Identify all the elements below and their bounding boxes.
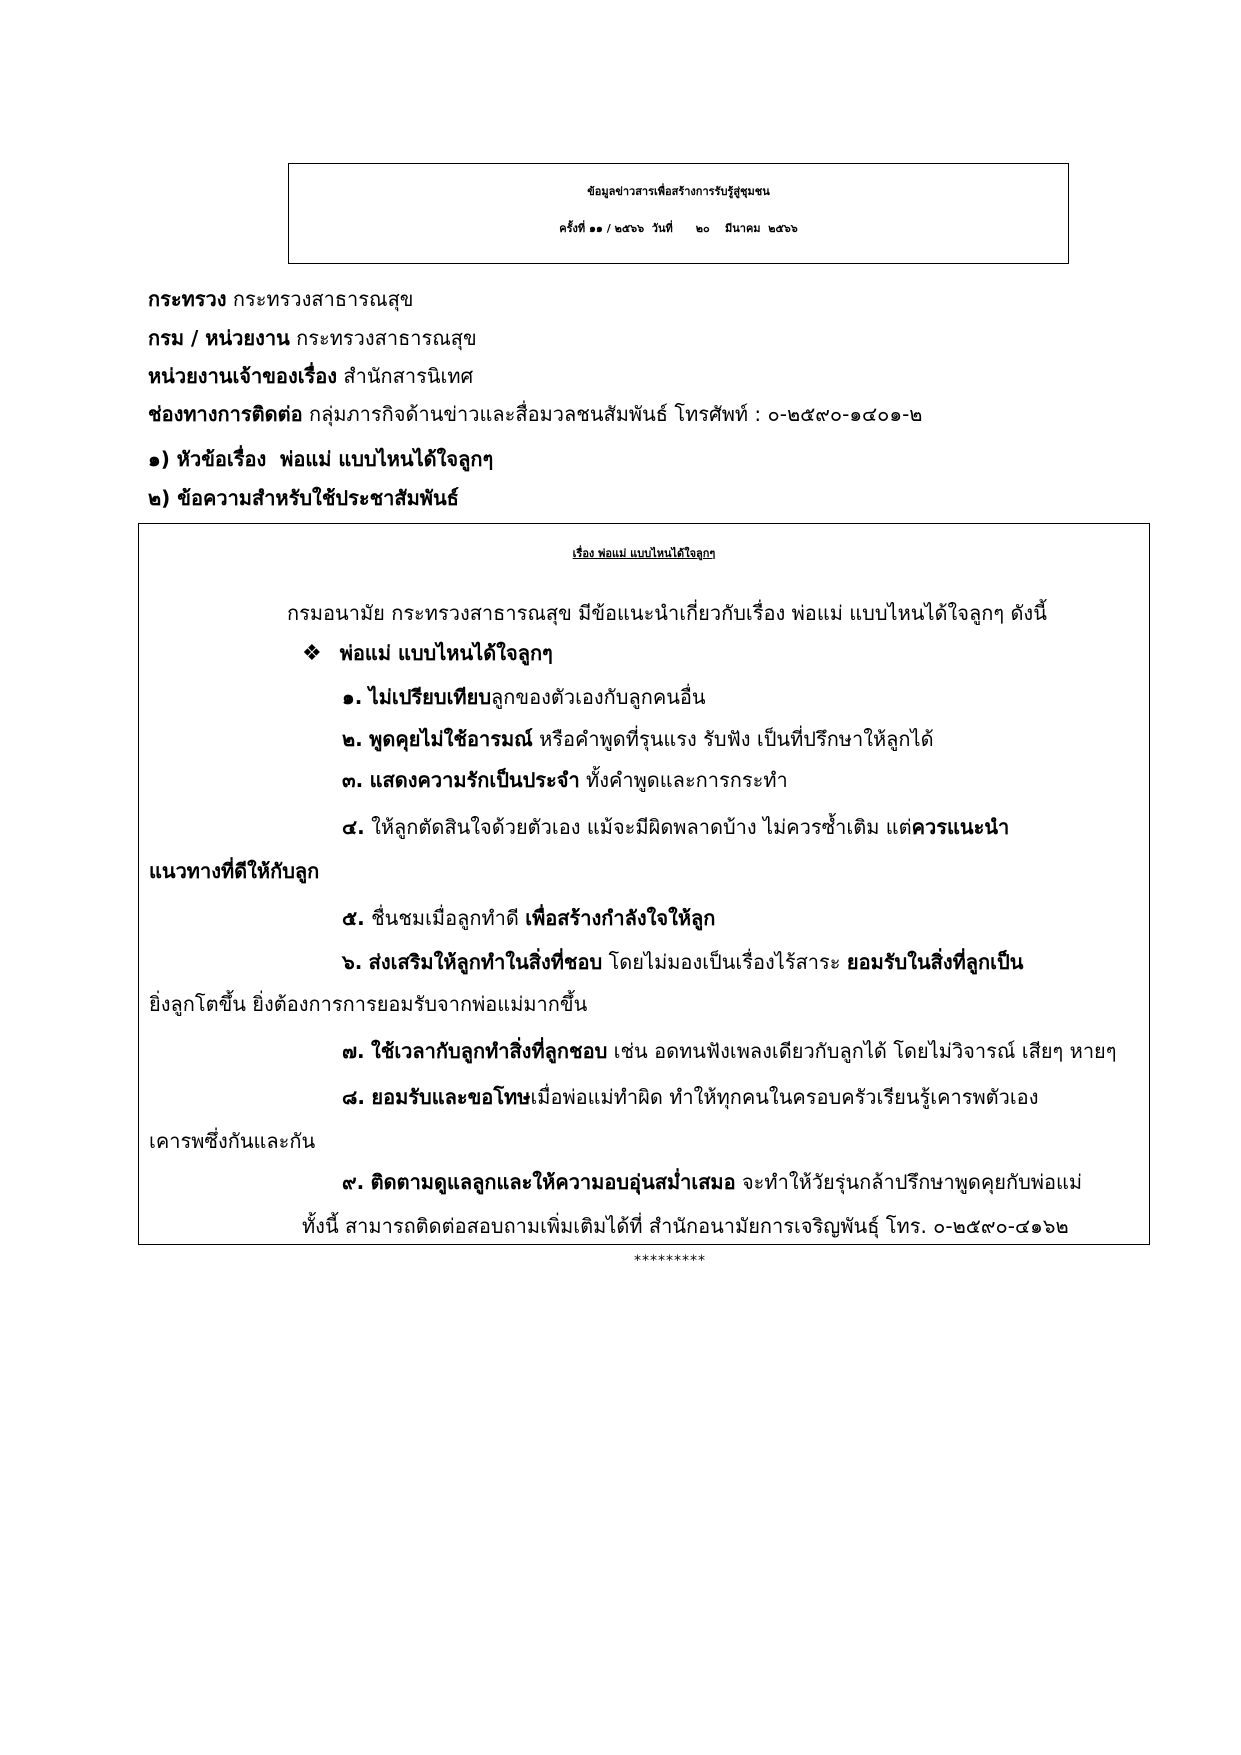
bullet-heading: พ่อแม่ แบบไหนได้ใจลูกๆ [339,641,553,665]
list-item-1 [342,681,706,713]
meta-ministry-value: กระทรวงสาธารณสุข [232,287,414,311]
meta-ministry [148,283,413,315]
list-item-8 [342,1081,1038,1113]
item-bold: เพื่อสร้างกำลังใจให้ลูก [525,906,716,930]
item-text: จะทำให้วัยรุ่นกล้าปรึกษาพูดคุยกับพ่อแม่ [735,1170,1083,1194]
list-item-4-continuation [149,855,319,887]
list-item-3 [342,764,788,796]
item-bold: ไม่เปรียบเทียบ [368,685,492,709]
item-bold-2: ยอมรับในสิ่งที่ลูกเป็น [846,950,1024,974]
meta-department [148,322,477,354]
item-text: โดยไม่มองเป็นเรื่องไร้สาระ [602,950,847,974]
item-text: ลูกของตัวเองกับลูกคนอื่น [491,685,706,709]
item-bold: พูดคุยไม่ใช้อารมณ์ [369,727,533,751]
meta-contact-value: กลุ่มภารกิจด้านข่าวและสื่อมวลชนสัมพันธ์ โทรศัพท์ : ๐-๒๕๙๐-๑๔๐๑-๒ [308,402,923,426]
end-marker: ********* [634,1253,706,1269]
meta-owner [148,360,473,392]
item-text: ชื่นชมเมื่อลูกทำดี [371,906,526,930]
item-bold: ส่งเสริมให้ลูกทำในสิ่งที่ชอบ [368,950,603,974]
item-number: ๓. [342,768,364,792]
item-bold: ใช้เวลากับลูกทำสิ่งที่ลูกชอบ [371,1039,608,1063]
content-closing: ทั้งนี้ สามารถติดต่อสอบถามเพิ่มเติมได้ที่ สำนักอนามัยการเจริญพันธุ์ โทร. ๐-๒๕๙๐-๔๑๖๒ [302,1214,1069,1238]
item-number: ๑. [342,685,363,709]
item-number: ๗. [342,1039,365,1063]
meta-owner-label: หน่วยงานเจ้าของเรื่อง [148,364,338,388]
content-intro: กรมอนามัย กระทรวงสาธารณสุข มีข้อแนะนำเกี่ยวกับเรื่อง พ่อแม่ แบบไหนได้ใจลูกๆ ดังนี้ [287,601,1047,625]
meta-contact-label: ช่องทางการติดต่อ [148,402,303,426]
meta-department-label: กรม / หน่วยงาน [148,326,290,350]
list-item-7 [342,1035,1117,1067]
list-item-5 [342,902,715,934]
header-issue-date: ครั้งที่ ๑๑ / ๒๕๖๖ วันที่ ๒๐ มีนาคม ๒๕๖๖ [559,222,798,235]
list-item-8-continuation: เคารพซึ่งกันและกัน [149,1129,316,1153]
section-message: ๒) ข้อความสำหรับใช้ประชาสัมพันธ์ [148,486,459,510]
item-number: ๒. [342,727,363,751]
meta-owner-value: สำนักสารนิเทศ [343,364,474,388]
item-number: ๙. [342,1170,365,1194]
header-box [288,163,1069,264]
item-bold: แสดงความรักเป็นประจำ [369,768,580,792]
item-bold: ควรแนะนำ [911,815,1010,839]
item-text: เช่น อดทนฟังเพลงเดียวกับลูกได้ โดยไม่วิจารณ์ เสียๆ หายๆ [607,1039,1117,1063]
item-bold: ยอมรับและขอโทษ [371,1085,531,1109]
list-item-2 [342,723,934,755]
list-item-4 [342,811,1009,843]
meta-ministry-label: กระทรวง [148,287,227,311]
meta-department-value: กระทรวงสาธารณสุข [296,326,477,350]
item-number: ๔. [342,815,365,839]
meta-contact [148,398,922,430]
bullet-heading-row [302,637,553,669]
content-box [138,523,1150,1245]
item-number: ๖. [342,950,363,974]
list-item-6 [342,946,1023,978]
diamond-bullet-icon: ❖ [302,641,322,666]
item-text: ทั้งคำพูดและการกระทำ [579,768,788,792]
item-text: ให้ลูกตัดสินใจด้วยตัวเอง แม้จะมีผิดพลาดบ้าง ไม่ควรซ้ำเติม แต่ [371,815,912,839]
section-topic: ๑) หัวข้อเรื่อง พ่อแม่ แบบไหนได้ใจลูกๆ [148,447,494,471]
header-title: ข้อมูลข่าวสารเพื่อสร้างการรับรู้สู่ชุมชน [587,185,770,198]
item-text: หรือคำพูดที่รุนแรง รับฟัง เป็นที่ปรึกษาให้ลูกได้ [532,727,934,751]
item-number: ๘. [342,1085,366,1109]
item-text: เมื่อพ่อแม่ทำผิด ทำให้ทุกคนในครอบครัวเรียนรู้เคารพตัวเอง [530,1085,1039,1109]
list-item-9 [342,1166,1082,1198]
item-number: ๕. [342,906,365,930]
item-bold: ติดตามดูแลลูกและให้ความอบอุ่นสม่ำเสมอ [370,1170,736,1194]
content-title: เรื่อง พ่อแม่ แบบไหนได้ใจลูกๆ [572,547,716,560]
list-item-6-continuation: ยิ่งลูกโตขึ้น ยิ่งต้องการการยอมรับจากพ่อแม่มากขึ้น [149,992,588,1016]
item-bold-cont: แนวทางที่ดีให้กับลูก [149,859,320,883]
